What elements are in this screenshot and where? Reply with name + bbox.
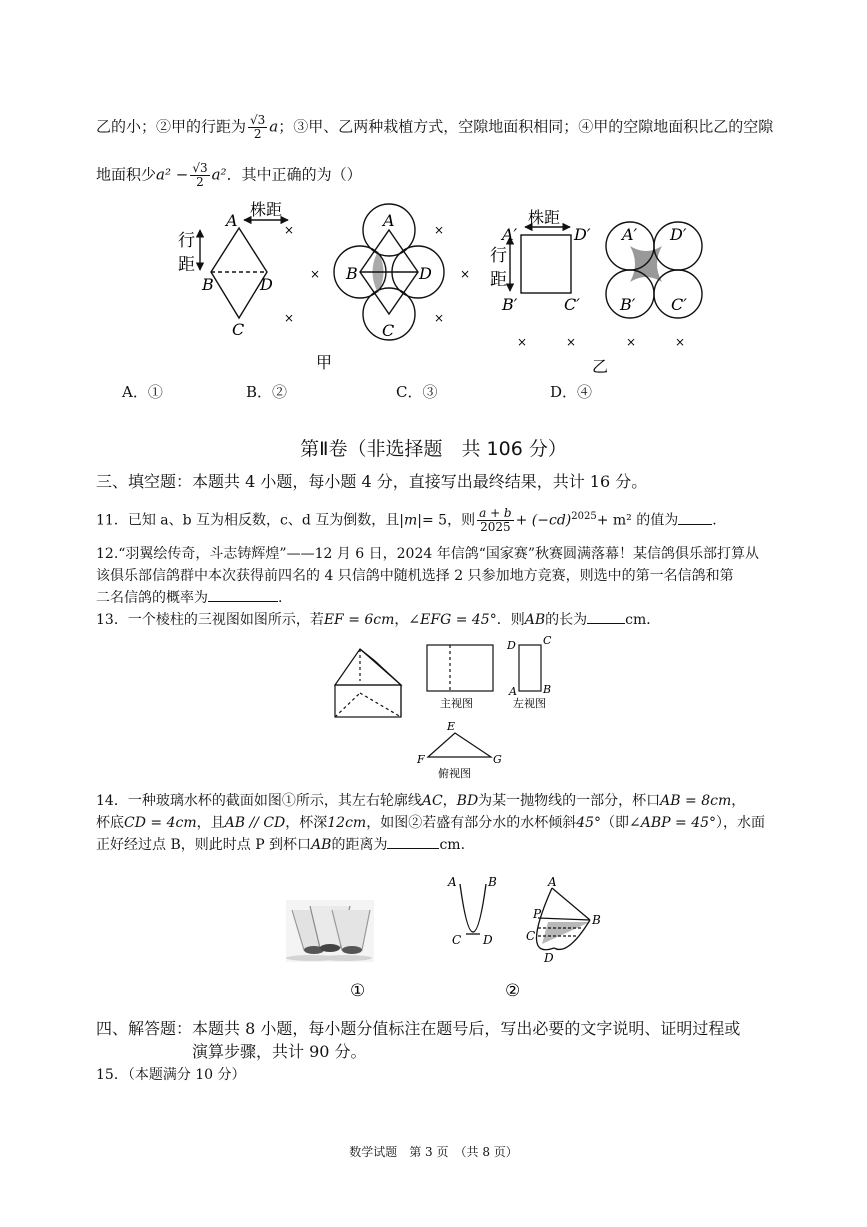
q10-planting-figure (160, 200, 720, 380)
label-f: F (417, 753, 425, 766)
label-ju: 距 (490, 270, 507, 290)
label-hang: 行 (490, 246, 507, 266)
cross-mark: × (675, 335, 686, 349)
answer-blank (387, 834, 439, 849)
q12-line2: 该俱乐部信鸽群中本次获得前四名的 4 只信鸽中随机选择 2 只参加地方竞赛，则选中的第一名信鸽和第 (96, 568, 734, 584)
q10-line2: 地面积少a² − $\frac{√3}{2}$ a²．其中正确的为（） (96, 161, 362, 189)
label-d-prime: D′ (670, 225, 687, 244)
q12-line1: 12.“羽翼绘传奇，斗志铸辉煌”——12 月 6 日，2024 年信鸽“国家赛”秋赛圆满落幕！某信鸽俱乐部打算从 (96, 546, 760, 562)
q10-line1: 乙的小；②甲的行距为 $\frac{√3}{2}$ a；③甲、乙两种栽植方式，空隙地面积相同；④甲的空隙地面积比乙的空隙 (96, 113, 774, 141)
cross-mark: × (434, 223, 445, 237)
cross-mark: × (626, 335, 637, 349)
label-c: C (382, 321, 395, 340)
label-a: A (226, 211, 238, 230)
label-b-prime: B′ (502, 295, 518, 314)
cross-mark: × (284, 311, 295, 325)
label-zhuju: 株距 (250, 200, 283, 219)
option-a: A．① (122, 383, 163, 401)
section4-line2: 演算步骤，共计 90 分。 (192, 1042, 367, 1061)
label-a-prime: A′ (502, 225, 518, 244)
cross-mark: × (434, 311, 445, 325)
label-e: E (447, 720, 456, 733)
fraction: $\frac{√3}{2}$ (250, 113, 266, 141)
answer-blank (587, 609, 625, 624)
label-d: D (260, 275, 273, 294)
label-a: A (448, 875, 457, 889)
cross-mark: × (517, 335, 528, 349)
label-a: A (548, 875, 557, 889)
answer-blank (678, 510, 712, 525)
q14-line1: 14．一种玻璃水杯的截面如图①所示，其左右轮廓线AC，BD为某一抛物线的一部分，杯口AB = 8cm， (96, 793, 746, 809)
parabola-cup-diagram (460, 884, 486, 934)
q14-line3: 正好经过点 B，则此时点 P 到杯口AB的距离为 cm. (96, 834, 465, 856)
label-b: B (202, 275, 214, 294)
left-view-shape (519, 645, 541, 691)
yi-square (510, 227, 571, 293)
tilted-cup-diagram (536, 888, 590, 950)
fraction: $\frac{√3}{2}$ (192, 161, 208, 189)
option-c: C．③ (396, 383, 438, 401)
label-a: A (509, 685, 517, 698)
glass-cups-photo (286, 900, 374, 962)
label-b: B (346, 264, 358, 283)
option-b: B．② (246, 383, 288, 401)
label-d: D (507, 639, 516, 652)
q13: 13．一个棱柱的三视图如图所示，若EF = 6cm，∠EFG = 45°．则AB的长为 cm． (96, 609, 660, 631)
left-view-caption: 左视图 (513, 697, 546, 710)
label-a: A (383, 211, 395, 230)
q14-glass-figure (280, 870, 620, 1005)
jia-rhombus (200, 220, 288, 318)
label-b: B (488, 875, 497, 889)
front-view-shape (427, 645, 493, 691)
label-b: B (543, 683, 552, 696)
cross-mark: × (284, 223, 295, 237)
caption-yi: 乙 (592, 357, 609, 376)
label-b: B (592, 913, 601, 927)
label-g: G (493, 753, 502, 766)
label-ju: 距 (178, 255, 195, 275)
label-c-prime: C′ (671, 295, 687, 314)
q11: 11．已知 a、b 互为相反数，c、d 互为倒数，且|m|= 5，则 $\frac{a + b}{2025}$ + $(-cd)^{2025}+ m^2$ 的值为 . (96, 506, 717, 535)
q13-three-views-figure (325, 633, 565, 783)
label-c-prime: C′ (564, 295, 580, 314)
page-footer: 数学试题 第 3 页 （共 8 页） (349, 1145, 518, 1159)
label-c: C (232, 320, 245, 339)
top-view-caption: 俯视图 (438, 767, 471, 780)
section3-heading: 三、填空题：本题共 4 小题，每小题 4 分，直接写出最终结果，共计 16 分。 (96, 472, 648, 491)
caption-figure-2: ② (505, 981, 521, 1001)
answer-blank (208, 587, 278, 602)
q15-heading: 15．（本题满分 10 分） (96, 1067, 246, 1083)
fraction: $\frac{a + b}{2025}$ (479, 506, 512, 535)
q12-line3: 二名信鸽的概率为 . (96, 587, 282, 609)
top-view-shape (428, 733, 491, 757)
part2-title: 第Ⅱ卷（非选择题 共 106 分） (300, 438, 567, 460)
label-zhuju: 株距 (528, 208, 561, 227)
label-b-prime: B′ (620, 295, 636, 314)
cross-mark: × (460, 267, 471, 281)
cross-mark: × (566, 335, 577, 349)
option-d: D．④ (550, 383, 593, 401)
cross-mark: × (310, 267, 321, 281)
label-c: C (526, 929, 536, 943)
q14-line2: 杯底CD = 4cm，且AB // CD，杯深12cm，如图②若盛有部分水的水杯倾斜45°（即∠ABP = 45°），水面 (96, 815, 766, 831)
label-d-prime: D′ (574, 225, 591, 244)
prism-solid (335, 649, 401, 717)
caption-jia: 甲 (316, 353, 333, 372)
label-p: P (533, 907, 542, 921)
caption-figure-1: ① (350, 981, 366, 1001)
label-d: D (419, 264, 432, 283)
label-hang: 行 (178, 231, 195, 251)
label-d: D (483, 933, 493, 947)
front-view-caption: 主视图 (440, 697, 473, 710)
label-a-prime: A′ (622, 225, 638, 244)
label-c: C (543, 634, 552, 647)
label-d: D (544, 951, 554, 965)
label-c: C (452, 933, 462, 947)
section4-line1: 四、解答题：本题共 8 小题，每小题分值标注在题号后，写出必要的文字说明、证明过程或 (96, 1019, 741, 1038)
